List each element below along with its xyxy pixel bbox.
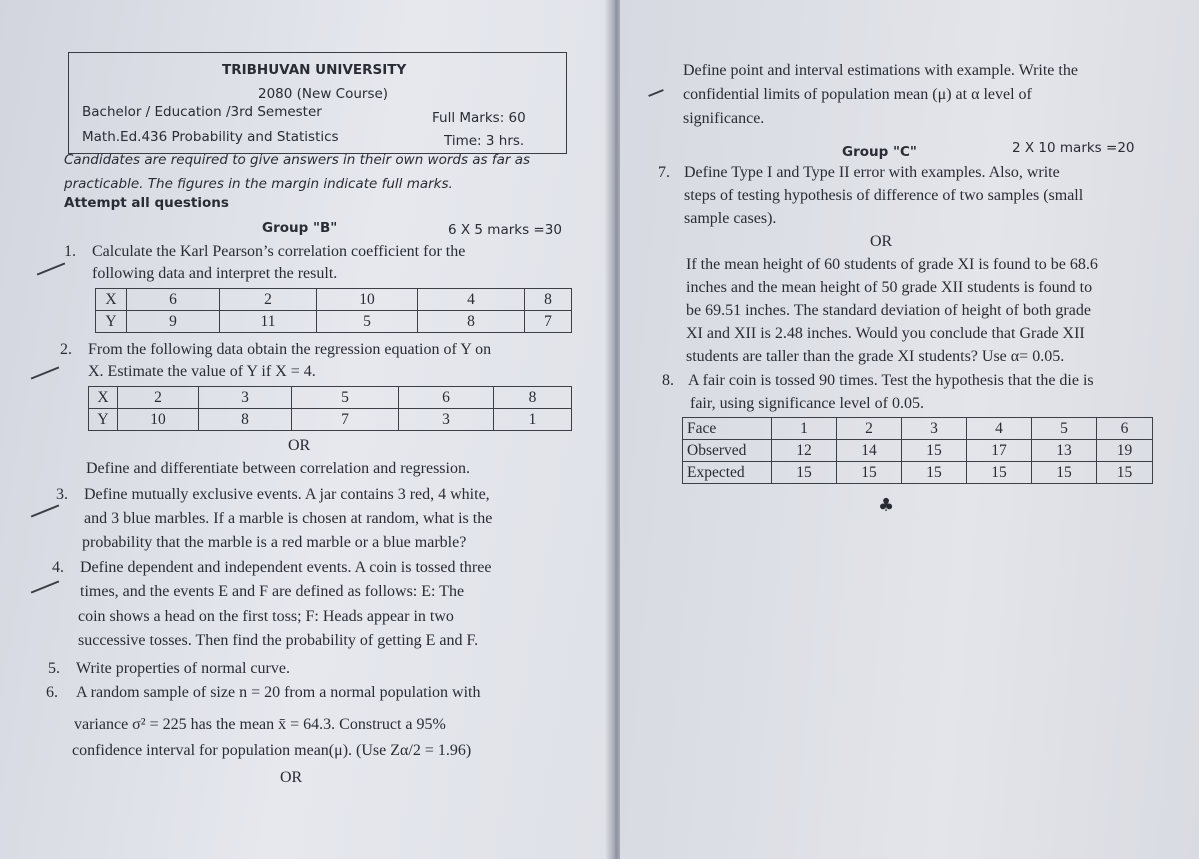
- pen-tick-mark: [648, 89, 664, 97]
- q2-line-1: From the following data obtain the regression equation of Y on: [88, 341, 492, 358]
- table-cell: 12: [772, 440, 837, 462]
- instruction-line-2: practicable. The figures in the margin indicate full marks.: [64, 176, 453, 192]
- table-cell: 19: [1097, 440, 1153, 462]
- table-cell: Observed: [683, 440, 772, 462]
- course-title: Math.Ed.436 Probability and Statistics: [82, 129, 339, 145]
- q7-alt-line-2: inches and the mean height of 50 grade XII students is found to: [686, 279, 1093, 296]
- table-cell: 7: [292, 409, 399, 431]
- table-cell: 13: [1032, 440, 1097, 462]
- q4-number: 4.: [52, 559, 64, 576]
- exam-time: Time: 3 hrs.: [444, 133, 525, 149]
- table-cell: 15: [1097, 462, 1153, 484]
- table-cell: 3: [902, 418, 967, 440]
- table-cell: 14: [837, 440, 902, 462]
- full-marks: Full Marks: 60: [432, 110, 526, 126]
- q7-alt-line-1: If the mean height of 60 students of grade XI is found to be 68.6: [686, 256, 1098, 273]
- table-cell: 17: [967, 440, 1032, 462]
- q2-or: OR: [288, 437, 311, 454]
- table-cell: 15: [967, 462, 1032, 484]
- table-cell: 3: [399, 409, 494, 431]
- table-row: [89, 387, 572, 409]
- right-page: [620, 0, 1199, 859]
- q3-line-1: Define mutually exclusive events. A jar contains 3 red, 4 white,: [84, 486, 490, 503]
- table-cell: 8: [418, 311, 525, 333]
- q1-data-table: [95, 288, 572, 333]
- table-cell: 15: [902, 440, 967, 462]
- table-cell: 15: [837, 462, 902, 484]
- table-row: [96, 289, 572, 311]
- group-c-marks: 2 X 10 marks =20: [1012, 140, 1135, 156]
- table-cell: 2: [118, 387, 199, 409]
- q6-alt-line-3: significance.: [683, 110, 765, 127]
- table-cell: Face: [683, 418, 772, 440]
- table-row: [89, 409, 572, 431]
- table-cell: 5: [1032, 418, 1097, 440]
- q4-line-2: times, and the events E and F are defined as follows: E: The: [80, 583, 465, 600]
- q7-line-1: Define Type I and Type II error with examples. Also, write: [684, 164, 1060, 181]
- q7-line-2: steps of testing hypothesis of difference of two samples (small: [684, 187, 1084, 204]
- q8-frequency-table: [682, 417, 1153, 484]
- q1-line-2: following data and interpret the result.: [92, 265, 338, 282]
- group-b-marks: 6 X 5 marks =30: [448, 222, 562, 238]
- table-cell: 2: [220, 289, 317, 311]
- pen-tick-mark: [37, 262, 66, 275]
- q4-line-1: Define dependent and independent events. A coin is tossed three: [80, 559, 492, 576]
- q2-line-2: X. Estimate the value of Y if X = 4.: [88, 363, 316, 380]
- q1-line-1: Calculate the Karl Pearson’s correlation coefficient for the: [92, 243, 466, 260]
- pen-tick-mark: [31, 504, 60, 517]
- group-b-title: Group "B": [262, 220, 338, 236]
- q7-alt-line-3: be 69.51 inches. The standard deviation of height of both grade: [686, 302, 1091, 319]
- q4-line-4: successive tosses. Then find the probability of getting E and F.: [78, 632, 479, 649]
- table-cell: 9: [127, 311, 220, 333]
- q8-line-1: A fair coin is tossed 90 times. Test the hypothesis that the die is: [688, 372, 1094, 389]
- table-cell: 6: [1097, 418, 1153, 440]
- program: Bachelor / Education /3rd Semester: [82, 104, 322, 120]
- q5-number: 5.: [48, 660, 60, 677]
- q6-line-1: A random sample of size n = 20 from a normal population with: [76, 684, 481, 701]
- table-cell: Y: [96, 311, 127, 333]
- table-cell: 6: [127, 289, 220, 311]
- table-row: [683, 440, 1153, 462]
- q7-number: 7.: [658, 164, 670, 181]
- table-cell: 10: [317, 289, 418, 311]
- table-cell: 11: [220, 311, 317, 333]
- table-cell: 5: [292, 387, 399, 409]
- q6-alt-line-1: Define point and interval estimations with example. Write the: [683, 62, 1078, 79]
- q3-number: 3.: [56, 486, 68, 503]
- table-row: [683, 418, 1153, 440]
- group-c-title: Group "C": [842, 144, 917, 160]
- q6-alt-line-2: confidential limits of population mean (μ) at α level of: [683, 86, 1032, 103]
- table-cell: 15: [902, 462, 967, 484]
- instruction-line-1: Candidates are required to give answers in their own words as far as: [64, 152, 531, 168]
- q8-line-2: fair, using significance level of 0.05.: [690, 395, 924, 412]
- q7-or: OR: [870, 233, 893, 250]
- q3-line-3: probability that the marble is a red marble or a blue marble?: [82, 534, 467, 551]
- table-cell: 8: [494, 387, 572, 409]
- pen-tick-mark: [31, 580, 60, 593]
- table-row: [683, 462, 1153, 484]
- q7-line-3: sample cases).: [684, 210, 777, 227]
- table-cell: 4: [418, 289, 525, 311]
- university-name: TRIBHUVAN UNIVERSITY: [222, 62, 407, 78]
- q1-number: 1.: [64, 243, 76, 260]
- table-cell: 8: [199, 409, 292, 431]
- table-cell: 3: [199, 387, 292, 409]
- q6-or: OR: [280, 769, 303, 786]
- q6-line-2: variance σ² = 225 has the mean x̄ = 64.3. Construct a 95%: [74, 716, 446, 733]
- q3-line-2: and 3 blue marbles. If a marble is chosen at random, what is the: [84, 510, 493, 527]
- q5-line-1: Write properties of normal curve.: [76, 660, 290, 677]
- table-cell: 10: [118, 409, 199, 431]
- club-end-icon: ♣: [878, 495, 895, 516]
- table-cell: 4: [967, 418, 1032, 440]
- q2-data-table: [88, 386, 572, 431]
- table-cell: 5: [317, 311, 418, 333]
- q7-alt-line-4: XI and XII is 2.48 inches. Would you conclude that Grade XII: [686, 325, 1085, 342]
- table-cell: 6: [399, 387, 494, 409]
- table-cell: 1: [494, 409, 572, 431]
- q2-alternative: Define and differentiate between correlation and regression.: [86, 460, 470, 477]
- table-cell: 7: [525, 311, 572, 333]
- table-cell: Expected: [683, 462, 772, 484]
- table-row: [96, 311, 572, 333]
- q8-number: 8.: [662, 372, 674, 389]
- table-cell: X: [89, 387, 118, 409]
- table-cell: X: [96, 289, 127, 311]
- table-cell: 2: [837, 418, 902, 440]
- q7-alt-line-5: students are taller than the grade XI students? Use α= 0.05.: [686, 348, 1065, 365]
- exam-year: 2080 (New Course): [258, 86, 389, 102]
- table-cell: Y: [89, 409, 118, 431]
- table-cell: 15: [1032, 462, 1097, 484]
- pen-tick-mark: [31, 366, 60, 379]
- q2-number: 2.: [60, 341, 72, 358]
- attempt-all: Attempt all questions: [64, 195, 229, 211]
- q6-number: 6.: [46, 684, 58, 701]
- q4-line-3: coin shows a head on the first toss; F: Heads appear in two: [78, 608, 454, 625]
- table-cell: 1: [772, 418, 837, 440]
- table-cell: 8: [525, 289, 572, 311]
- table-cell: 15: [772, 462, 837, 484]
- q6-line-3: confidence interval for population mean(μ). (Use Zα/2 = 1.96): [72, 742, 472, 759]
